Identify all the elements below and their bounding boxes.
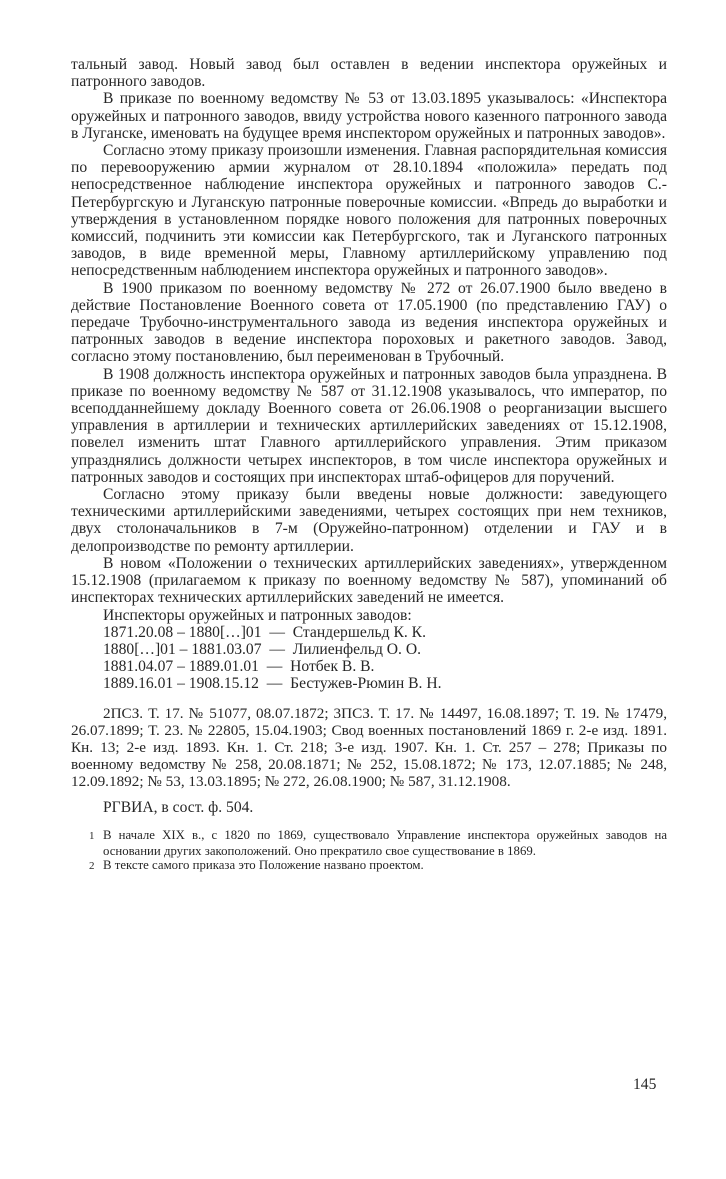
footnote-text: В начале XIX в., с 1820 по 1869, существовало Управление инспектора оружейных заводов на основании других закоположений. Оно прекратило свое существование в 1869. — [103, 828, 667, 858]
paragraph: тальный завод. Новый завод был оставлен в ведении инспектора оружейных и патронного заводов. — [71, 56, 667, 91]
paragraph: Согласно этому приказу были введены новые должности: заведующего техническими артиллерийскими заведениями, четырех состоящих при нем техников, двух столоначальников в 7-м (Оружейно-патронном) отделении и ГАУ и в делопроизводстве по ремонту артиллерии. — [71, 486, 667, 555]
footnote-number: 1 — [89, 830, 95, 843]
footnote-text: В тексте самого приказа это Положение названо проектом. — [103, 858, 424, 873]
paragraph: В новом «Положении о технических артиллерийских заведениях», утвержденном 15.12.1908 (прилагаемом к приказу по военному ведомству № 587), упоминаний об инспекторах технических артиллерийских заведений не имеется. — [71, 554, 667, 607]
footnote — [89, 828, 667, 858]
sources-paragraph: 2ПСЗ. Т. 17. № 51077, 08.07.1872; 3ПСЗ. Т. 17. № 14497, 16.08.1897; Т. 19. № 17479, 26.07.1899; Т. 23. № 22805, 15.04.1903; Свод военных постановлений 1869 г. 2-е изд. 1891. Кн. 13; 2-е изд. 1893. Кн. 1. Ст. 218; 3-е изд. 1907. Кн. 1. Ст. 257 – 278; Приказы по военному ведомству № 258, 20.08.1871; № 252, 15.08.1872; № 173, 12.07.1885; № 248, 12.09.1892; № 53, 13.03.1895; № 272, 26.08.1900; № 587, 31.12.1908. — [71, 704, 667, 790]
paragraph: Согласно этому приказу произошли изменения. Главная распорядительная комиссия по перевооружению армии журналом от 28.10.1894 «положила» передать под непосредственное наблюдение инспектора оружейных и патронного заводов С.-Петербургскую и Луганскую патронные поверочные комиссии. «Впредь до выработки и утверждения в установленном порядке нового положения для патронных поверочных комиссий, подчинить эти комиссии как Петербургского, так и Луганского патронных заводов, в виде временной меры, Главному артиллерийскому управлению под непосредственным наблюдением инспектора оружейных и патронного заводов». — [71, 142, 667, 280]
archive-reference: РГВИА, в сост. ф. 504. — [103, 798, 254, 816]
inspectors-heading: Инспекторы оружейных и патронных заводов: — [103, 606, 412, 624]
list-item: 1889.16.01 – 1908.15.12 — Бестужев-Рюмин В. Н. — [103, 675, 442, 693]
inspectors-list — [71, 607, 667, 693]
page-number: 145 — [633, 1076, 657, 1093]
footnote-number: 2 — [89, 860, 95, 873]
paragraph: В 1908 должность инспектора оружейных и патронных заводов была упразднена. В приказе по военному ведомству № 587 от 31.12.1908 указывалось, что император, по всеподданнейшему докладу Военного совета от 26.06.1908 о реорганизации высшего управления в артиллерии и технических артиллерийских заведениях от 15.12.1908, повелел изменить штат Главного артиллерийского управления. Этим приказом упразднялись должности четырех инспекторов, в том числе инспектора оружейных и патронных заводов и состоящих при инспекторах штаб-офицеров для поручений. — [71, 365, 667, 486]
page-body — [71, 56, 667, 874]
list-item: 1880[…]01 – 1881.03.07 — Лилиенфельд О. О. — [103, 640, 421, 658]
list-item: 1871.20.08 – 1880[…]01 — Стандершельд К. К. — [103, 623, 426, 641]
footnotes — [71, 828, 667, 874]
paragraph: В приказе по военному ведомству № 53 от 13.03.1895 указывалось: «Инспектора оружейных и патронного заводов, ввиду устройства нового казенного патронного завода в Луганске, именовать на будущее время инспектором оружейных и патронных заводов». — [71, 90, 667, 142]
footnote — [89, 858, 667, 874]
list-item: 1881.04.07 – 1889.01.01 — Нотбек В. В. — [103, 658, 375, 676]
paragraph: В 1900 приказом по военному ведомству № 272 от 26.07.1900 было введено в действие Постановление Военного совета от 17.05.1900 (по представлению ГАУ) о передаче Трубочно-инструментального завода из ведения инспектора оружейных и патронных заводов в ведение инспектора пороховых и ракетного заводов. Завод, согласно этому постановлению, был переименован в Трубочный. — [71, 279, 667, 366]
